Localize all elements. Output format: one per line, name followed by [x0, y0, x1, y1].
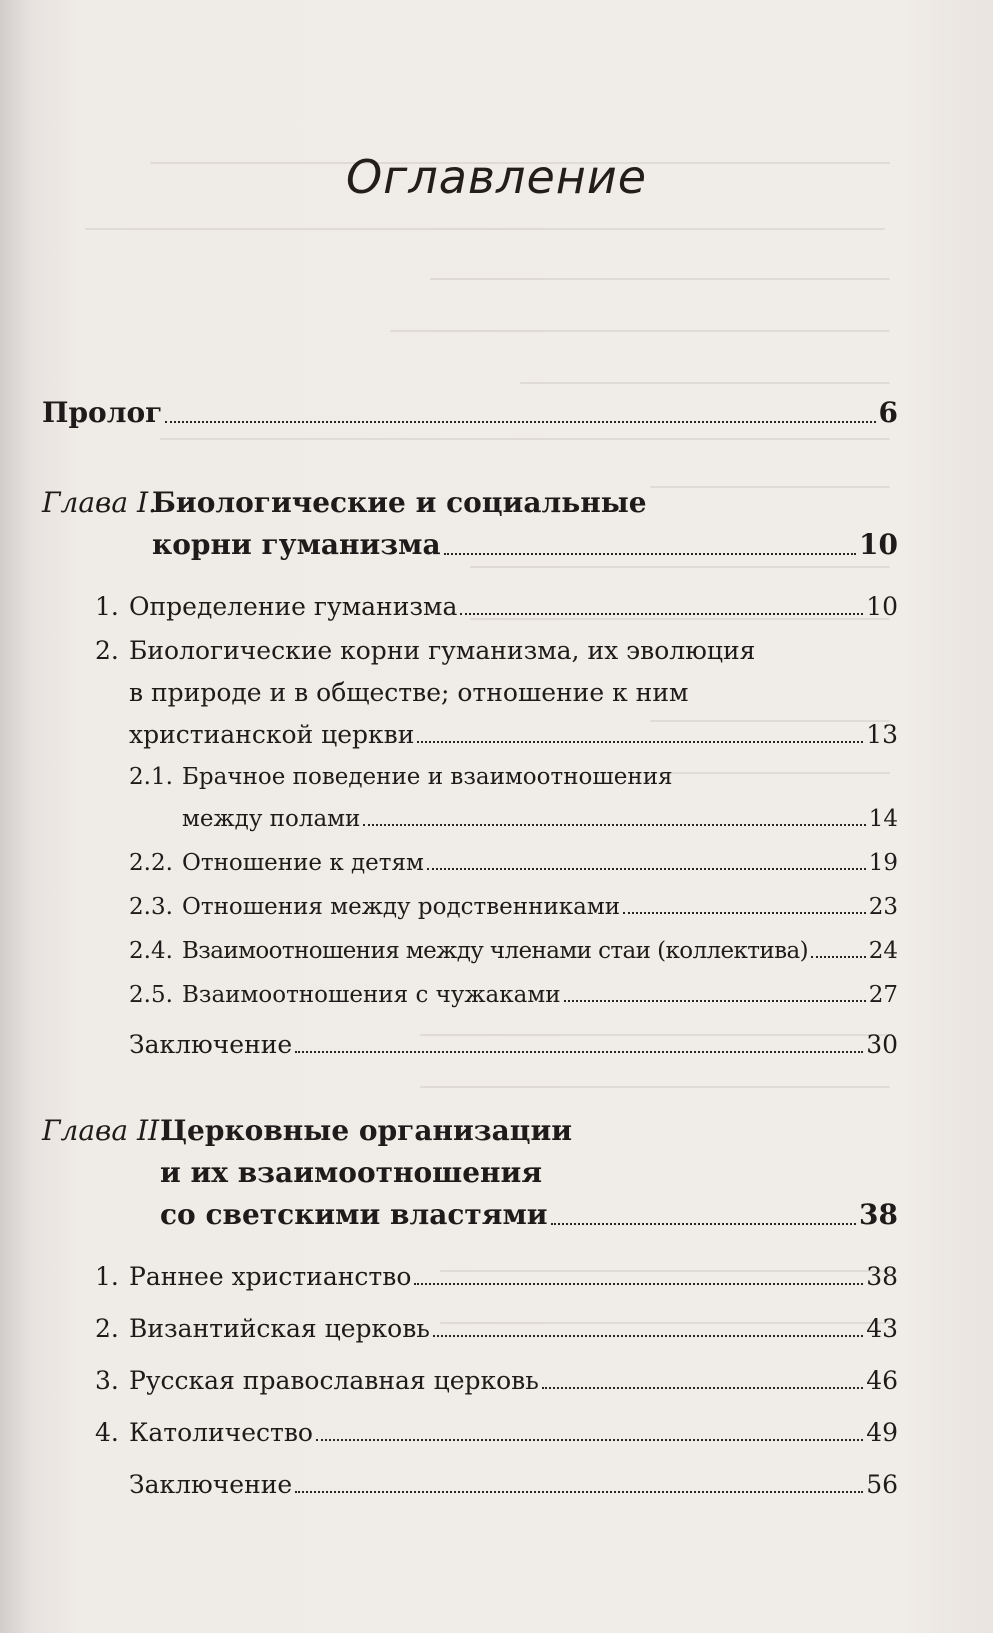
entry-page-number: 24 — [868, 938, 898, 964]
entry-page-number: 10 — [859, 528, 898, 561]
chapter-1-title-line1: Биологические и социальные — [152, 486, 647, 519]
entry-label: Определение гуманизма — [129, 592, 458, 621]
entry-number: 2.2. — [129, 850, 173, 876]
dot-leader — [316, 1439, 863, 1441]
toc-entry-chapter-1-conclusion[interactable] — [129, 1030, 898, 1059]
entry-label: Пролог — [42, 396, 163, 429]
entry-number: 2.4. — [129, 938, 173, 964]
entry-page-number: 30 — [866, 1030, 898, 1059]
chapter-1-prefix: Глава I. — [42, 486, 157, 519]
toc-entry-1-2[interactable] — [129, 720, 898, 749]
toc-entry-prologue[interactable] — [42, 396, 898, 429]
dot-leader — [623, 912, 866, 914]
dot-leader — [444, 553, 856, 555]
dot-leader — [551, 1223, 857, 1225]
toc-entry-chapter-2[interactable] — [160, 1198, 898, 1231]
entry-number: 2.1. — [129, 764, 173, 790]
entry-label: Раннее христианство — [129, 1262, 412, 1291]
dot-leader — [165, 421, 875, 423]
entry-label: Отношения между родственниками — [182, 894, 621, 920]
dot-leader — [460, 613, 863, 615]
dot-leader — [433, 1335, 863, 1337]
entry-page-number: 13 — [866, 720, 898, 749]
entry-page-number: 49 — [866, 1418, 898, 1447]
toc-entry-2-3[interactable] — [129, 894, 898, 920]
entry-label: Католичество — [129, 1418, 313, 1447]
dot-leader — [564, 1000, 866, 1002]
toc-entry-2-item-3[interactable] — [95, 1366, 898, 1395]
entry-label: Заключение — [129, 1470, 293, 1499]
entry-number: 3. — [95, 1366, 119, 1395]
entry-label-line1: Брачное поведение и взаимоотношения — [182, 764, 673, 790]
chapter-2-title-line2: и их взаимоотношения — [160, 1156, 543, 1189]
chapter-2-title-line1: Церковные организации — [160, 1114, 572, 1147]
toc-entry-chapter-2-conclusion[interactable] — [129, 1470, 898, 1499]
toc-entry-2-item-4[interactable] — [95, 1418, 898, 1447]
entry-page-number: 6 — [878, 396, 898, 429]
entry-label-line2: в природе и в обществе; отношение к ним — [129, 678, 689, 707]
entry-page-number: 56 — [866, 1470, 898, 1499]
entry-number: 2.5. — [129, 982, 173, 1008]
entry-label-line2: между полами — [182, 806, 361, 832]
entry-label: Отношение к детям — [182, 850, 424, 876]
entry-page-number: 14 — [868, 806, 898, 832]
entry-number: 4. — [95, 1418, 119, 1447]
chapter-2-title-line3: со светскими властями — [160, 1198, 548, 1231]
entry-page-number: 43 — [866, 1314, 898, 1343]
dot-leader — [363, 824, 865, 826]
toc-entry-1-1[interactable] — [95, 592, 898, 621]
entry-label-line3: христианской церкви — [129, 720, 415, 749]
dot-leader — [295, 1491, 863, 1493]
entry-number: 1. — [95, 1262, 119, 1291]
toc-entry-2-item-1[interactable] — [95, 1262, 898, 1291]
entry-number: 2. — [95, 1314, 119, 1343]
toc-entry-2-4[interactable] — [129, 938, 898, 964]
entry-number: 1. — [95, 592, 119, 621]
entry-label: Взаимоотношения с чужаками — [182, 982, 561, 1008]
chapter-1-title-line2: корни гуманизма — [152, 528, 441, 561]
entry-label: Византийская церковь — [129, 1314, 430, 1343]
dot-leader — [417, 741, 863, 743]
toc-entry-2-1[interactable] — [182, 806, 898, 832]
entry-page-number: 19 — [868, 850, 898, 876]
entry-page-number: 10 — [866, 592, 898, 621]
entry-number: 2. — [95, 636, 119, 665]
toc-entry-2-5[interactable] — [129, 982, 898, 1008]
dot-leader — [542, 1387, 863, 1389]
entry-label: Заключение — [129, 1030, 293, 1059]
toc-entry-2-2[interactable] — [129, 850, 898, 876]
toc-title: Оглавление — [345, 150, 648, 204]
entry-page-number: 46 — [866, 1366, 898, 1395]
toc-entry-chapter-1[interactable] — [152, 528, 898, 561]
entry-label: Взаимоотношения между членами стаи (коллектива) — [182, 938, 808, 964]
entry-number: 2.3. — [129, 894, 173, 920]
entry-page-number: 38 — [866, 1262, 898, 1291]
dot-leader — [295, 1051, 863, 1053]
dot-leader — [427, 868, 866, 870]
entry-page-number: 38 — [859, 1198, 898, 1231]
dot-leader — [811, 956, 866, 958]
toc-entry-2-item-2[interactable] — [95, 1314, 898, 1343]
entry-label: Русская православная церковь — [129, 1366, 539, 1395]
entry-label-line1: Биологические корни гуманизма, их эволюция — [129, 636, 756, 665]
dot-leader — [414, 1283, 863, 1285]
entry-page-number: 27 — [868, 982, 898, 1008]
chapter-2-prefix: Глава II. — [42, 1114, 168, 1147]
entry-page-number: 23 — [868, 894, 898, 920]
